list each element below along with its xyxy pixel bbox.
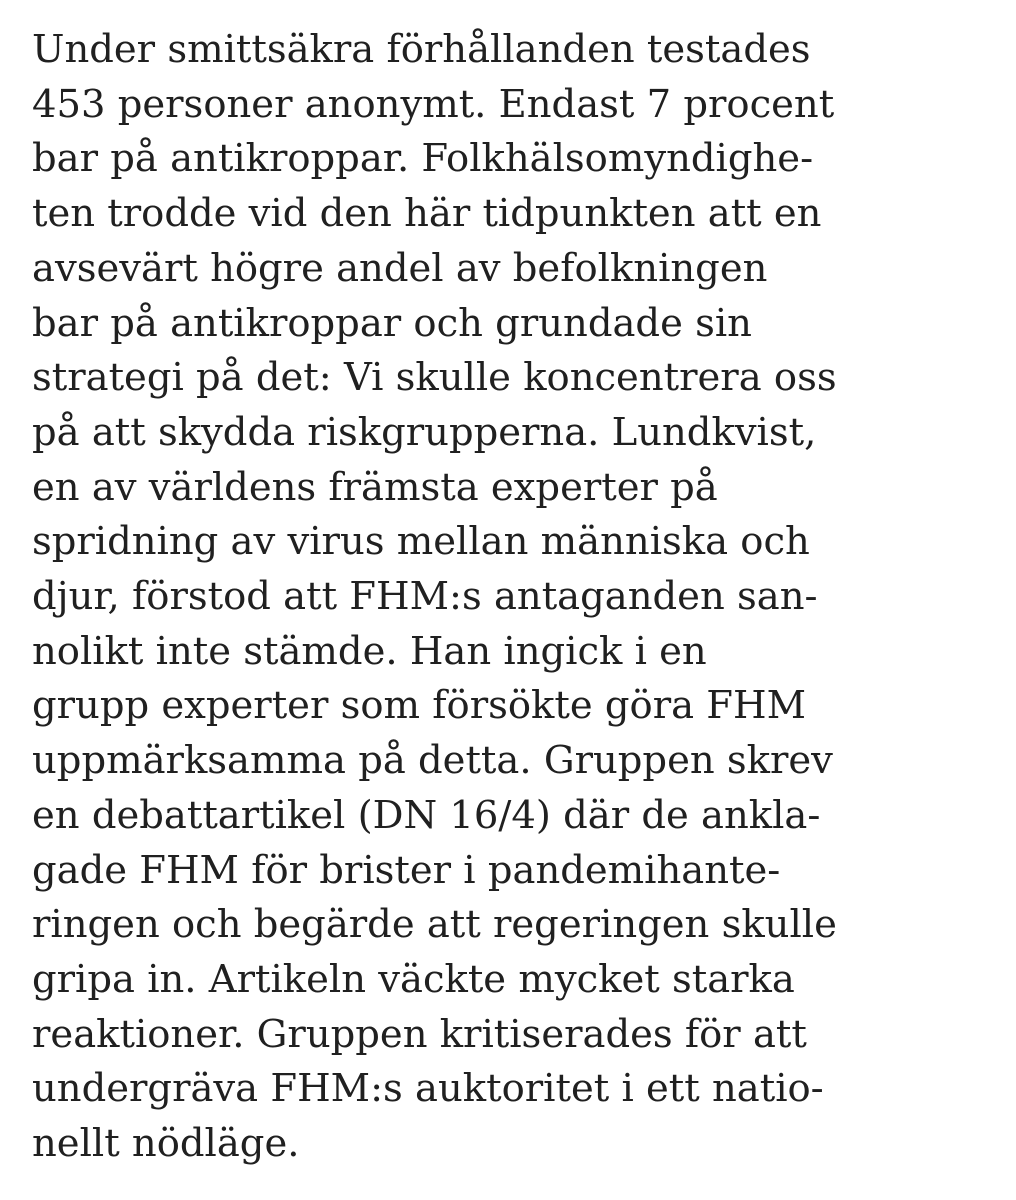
article-line: på att skydda riskgrupperna. Lundkvist, [32,409,817,455]
article-line: ringen och begärde att regeringen skulle [32,902,837,948]
article-line: bar på antikroppar och grundade sin [32,300,752,346]
article-line: undergräva FHM:s auktoritet i ett natio- [32,1066,824,1112]
article-line: gripa in. Artikeln väckte mycket starka [32,956,795,1002]
article-line: bar på antikroppar. Folkhälsomyndighe- [32,136,814,182]
article-line: djur, förstod att FHM:s antaganden san- [32,574,818,620]
article-line: spridning av virus mellan människa och [32,519,810,565]
article-line: nellt nödläge. [32,1121,300,1167]
article-line: nolikt inte stämde. Han ingick i en [32,628,707,674]
article-line: en av världens främsta experter på [32,464,718,510]
article-line: strategi på det: Vi skulle koncentrera oss [32,355,837,401]
article-line: grupp experter som försökte göra FHM [32,683,807,729]
article-line: ten trodde vid den här tidpunkten att en [32,191,822,237]
article-line: uppmärksamma på detta. Gruppen skrev [32,738,833,784]
article-line: gade FHM för brister i pandemihante- [32,847,781,893]
article-body [32,23,837,1172]
article-line: 453 personer anonymt. Endast 7 procent [32,81,835,127]
article-line: avsevärt högre andel av befolkningen [32,245,768,291]
article-line: Under smittsäkra förhållanden testades [32,27,811,72]
article-line: reaktioner. Gruppen kritiserades för att [32,1011,807,1057]
article-line: en debattartikel (DN 16/4) där de ankla- [32,792,821,838]
